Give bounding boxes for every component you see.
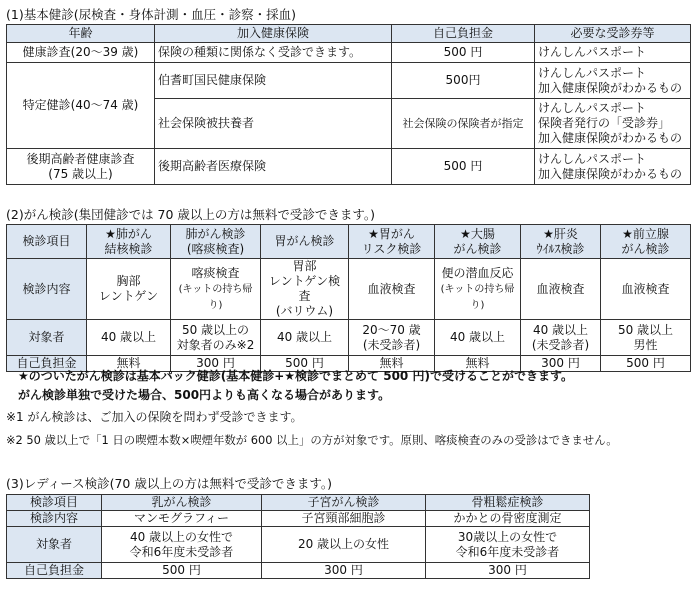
content-1: 胸部 レントゲン: [87, 259, 171, 320]
ladies-item-osteoporosis: 骨粗鬆症検診: [426, 495, 590, 511]
ladies-label-target: 対象者: [7, 527, 102, 563]
section1-title: (1)基本健診(尿検査・身体計測・血圧・診察・採血): [6, 7, 296, 22]
note-1: ※1 がん検診は、ご加入の保険を問わず受診できます。: [6, 410, 303, 424]
note-2: ※2 50 歳以上で「1 日の喫煙本数×喫煙年数が 600 以上」の方が対象です。原則、喀痰検査のみの受診はできません。: [6, 433, 618, 447]
item-stomach-risk: ★胃がん リスク検診: [349, 225, 435, 259]
fee-5: 無料: [435, 356, 521, 372]
target-5: 40 歳以上: [435, 320, 521, 356]
fee-6: 300 円: [521, 356, 601, 372]
row1-documents: けんしんパスポート: [535, 43, 691, 63]
section3-title: (3)レディース検診(70 歳以上の方は無料で受診できます。): [6, 476, 332, 491]
label-item: 検診項目: [7, 225, 87, 259]
row4-insurance: 後期高齢者医療保険: [155, 149, 392, 185]
header-insurance: 加入健康保険: [155, 25, 392, 43]
row4-fee: 500 円: [392, 149, 535, 185]
row3-fee: 社会保険の保険者が指定: [392, 99, 535, 149]
ladies-item-uterine: 子宮がん検診: [262, 495, 426, 511]
cancer-screening-table: [6, 224, 691, 372]
ladies-item-breast: 乳がん検診: [102, 495, 262, 511]
row4-age: 後期高齢者健康診査 (75 歳以上): [7, 149, 155, 185]
ladies-content-3: かかとの骨密度測定: [426, 511, 590, 527]
ladies-content-2: 子宮頸部細胞診: [262, 511, 426, 527]
fee-2: 300 円: [171, 356, 261, 372]
row4-documents: けんしんパスポート 加入健康保険がわかるもの: [535, 149, 691, 185]
target-2: 50 歳以上の 対象者のみ※2: [171, 320, 261, 356]
label-target: 対象者: [7, 320, 87, 356]
item-hepatitis: ★肝炎 ｳｲﾙｽ検診: [521, 225, 601, 259]
ladies-label-item: 検診項目: [7, 495, 102, 511]
row3-documents: けんしんパスポート 保険者発行の「受診券」 加入健康保険がわかるもの: [535, 99, 691, 149]
item-prostate: ★前立腺 がん検診: [601, 225, 691, 259]
header-age: 年齢: [7, 25, 155, 43]
ladies-target-3: 30歳以上の女性で 令和6年度未受診者: [426, 527, 590, 563]
header-fee: 自己負担金: [392, 25, 535, 43]
label-content: 検診内容: [7, 259, 87, 320]
row1-age: 健康診査(20～39 歳): [7, 43, 155, 63]
section2-title: (2)がん検診(集団健診では 70 歳以上の方は無料で受診できます。): [6, 207, 376, 222]
note-package: ★のついたがん検診は基本パック健診(基本健診+★検診でまとめて 500 円)で受けることができます。: [18, 369, 573, 383]
row2-age: 特定健診(40～74 歳): [7, 63, 155, 149]
row2-insurance: 伯耆町国民健康保険: [155, 63, 392, 99]
item-stomach: 胃がん検診: [261, 225, 349, 259]
row1-fee: 500 円: [392, 43, 535, 63]
content-6: 血液検査: [521, 259, 601, 320]
target-3: 40 歳以上: [261, 320, 349, 356]
content-3: 胃部 レントゲン検査 (バリウム): [261, 259, 349, 320]
target-4: 20～70 歳 (未受診者): [349, 320, 435, 356]
basic-checkup-table: [6, 24, 691, 185]
row3-insurance: 社会保険被扶養者: [155, 99, 392, 149]
ladies-fee-2: 300 円: [262, 563, 426, 579]
item-lung-sputum: 肺がん検診 (喀痰検査): [171, 225, 261, 259]
item-colon: ★大腸 がん検診: [435, 225, 521, 259]
ladies-label-fee: 自己負担金: [7, 563, 102, 579]
ladies-screening-table: [6, 494, 590, 579]
note-single: がん検診単独で受けた場合、500円よりも高くなる場合があります。: [18, 388, 391, 402]
ladies-fee-3: 300 円: [426, 563, 590, 579]
fee-1: 無料: [87, 356, 171, 372]
row2-documents: けんしんパスポート 加入健康保険がわかるもの: [535, 63, 691, 99]
item-lung-tb: ★肺がん 結核検診: [87, 225, 171, 259]
row1-insurance: 保険の種類に関係なく受診できます。: [155, 43, 392, 63]
fee-4: 無料: [349, 356, 435, 372]
content-2: 喀痰検査 (キットの持ち帰り): [171, 259, 261, 320]
fee-7: 500 円: [601, 356, 691, 372]
ladies-content-1: マンモグラフィー: [102, 511, 262, 527]
content-7: 血液検査: [601, 259, 691, 320]
ladies-fee-1: 500 円: [102, 563, 262, 579]
target-1: 40 歳以上: [87, 320, 171, 356]
target-7: 50 歳以上 男性: [601, 320, 691, 356]
content-4: 血液検査: [349, 259, 435, 320]
ladies-target-1: 40 歳以上の女性で 令和6年度未受診者: [102, 527, 262, 563]
content-5: 便の潜血反応 (キットの持ち帰り): [435, 259, 521, 320]
ladies-target-2: 20 歳以上の女性: [262, 527, 426, 563]
fee-3: 500 円: [261, 356, 349, 372]
row2-fee: 500円: [392, 63, 535, 99]
target-6: 40 歳以上 (未受診者): [521, 320, 601, 356]
label-fee: 自己負担金: [7, 356, 87, 372]
header-documents: 必要な受診券等: [535, 25, 691, 43]
ladies-label-content: 検診内容: [7, 511, 102, 527]
